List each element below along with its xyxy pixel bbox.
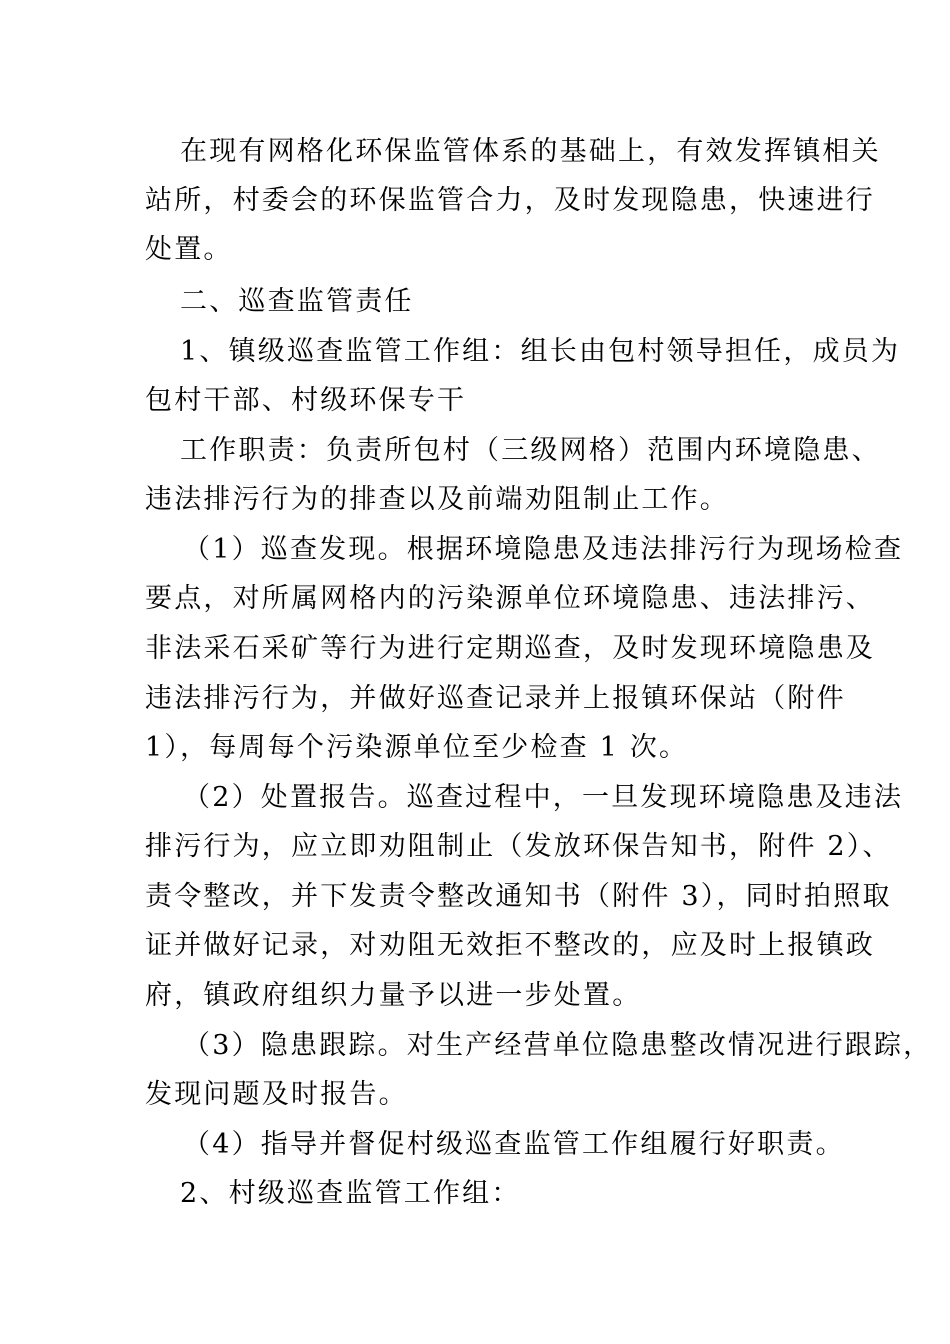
paragraph-line: 府，镇政府组织力量予以进一步处置。 bbox=[145, 980, 642, 1011]
paragraph-line: 责令整改，并下发责令整改通知书（附件 3），同时拍照取 bbox=[145, 881, 892, 912]
paragraph-line: 包村干部、村级环保专干 bbox=[145, 385, 467, 416]
paragraph-line: （2）处置报告。巡查过程中，一旦发现环境隐患及违法 bbox=[183, 782, 904, 813]
paragraph-line: 要点，对所属网格内的污染源单位环境隐患、违法排污、 bbox=[145, 583, 875, 614]
paragraph-line: 站所，村委会的环保监管合力，及时发现隐患，快速进行 bbox=[145, 185, 875, 216]
paragraph-line: 在现有网格化环保监管体系的基础上，有效发挥镇相关 bbox=[180, 136, 881, 167]
paragraph-line: （3）隐患跟踪。对生产经营单位隐患整改情况进行跟踪， bbox=[183, 1030, 933, 1061]
paragraph-line: 证并做好记录，对劝阻无效拒不整改的，应及时上报镇政 bbox=[145, 930, 875, 961]
paragraph-line: 处置。 bbox=[145, 234, 233, 265]
paragraph-line: 违法排污行为，并做好巡查记录并上报镇环保站（附件 bbox=[145, 683, 846, 714]
section-heading: 二、巡查监管责任 bbox=[180, 286, 414, 317]
paragraph-line: 工作职责：负责所包村（三级网格）范围内环境隐患、 bbox=[180, 435, 881, 466]
paragraph-line: 排污行为，应立即劝阻制止（发放环保告知书，附件 2）、 bbox=[145, 831, 892, 862]
paragraph-line: 2、村级巡查监管工作组： bbox=[180, 1178, 521, 1209]
paragraph-line: （4）指导并督促村级巡查监管工作组履行好职责。 bbox=[183, 1129, 845, 1160]
paragraph-line: 1），每周每个污染源单位至少检查 1 次。 bbox=[145, 732, 689, 763]
paragraph-line: 违法排污行为的排查以及前端劝阻制止工作。 bbox=[145, 484, 729, 515]
paragraph-line: 发现问题及时报告。 bbox=[145, 1079, 408, 1110]
paragraph-line: 1、镇级巡查监管工作组：组长由包村领导担任，成员为 bbox=[180, 336, 901, 367]
paragraph-line: 非法采石采矿等行为进行定期巡查，及时发现环境隐患及 bbox=[145, 633, 875, 664]
paragraph-line: （1）巡查发现。根据环境隐患及违法排污行为现场检查 bbox=[183, 534, 904, 565]
